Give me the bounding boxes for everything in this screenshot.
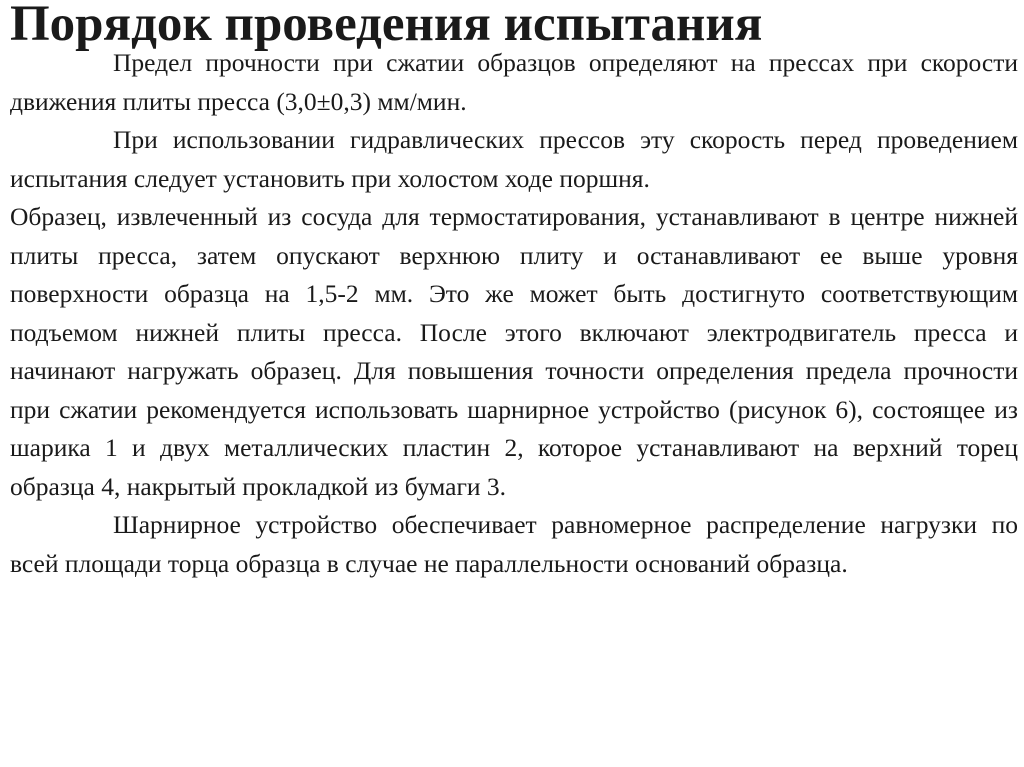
section-heading: Порядок проведения испытания bbox=[10, 0, 763, 52]
paragraph-1: Предел прочности при сжатии образцов определяют на прессах при скорости движения плиты пресса (3,0±0,3) мм/мин. bbox=[10, 48, 1018, 116]
paragraph-4: Шарнирное устройство обеспечивает равномерное распределение нагрузки по всей площади торца образца в случае не параллельности оснований образца. bbox=[10, 510, 1018, 578]
document-page bbox=[10, 0, 1018, 583]
paragraph-2: При использовании гидравлических прессов эту скорость перед проведением испытания следует установить при холостом ходе поршня. bbox=[10, 125, 1018, 193]
paragraph-3: Образец, извлеченный из сосуда для термостатирования, устанавливают в центре нижней плиты пресса, затем опускают верхнюю плиту и останавливают ее выше уровня поверхности образца на 1,5-2 мм. Это же может быть достигнуто соответствующим подъемом нижней плиты пресса. После этого включают электродвигатель пресса и начинают нагружать образец. Для повышения точности определения предела прочности при сжатии рекомендуется использовать шарнирное устройство (рисунок 6), состоящее из шарика 1 и двух металлических пластин 2, которое устанавливают на верхний торец образца 4, накрытый прокладкой из бумаги 3. bbox=[10, 202, 1018, 501]
